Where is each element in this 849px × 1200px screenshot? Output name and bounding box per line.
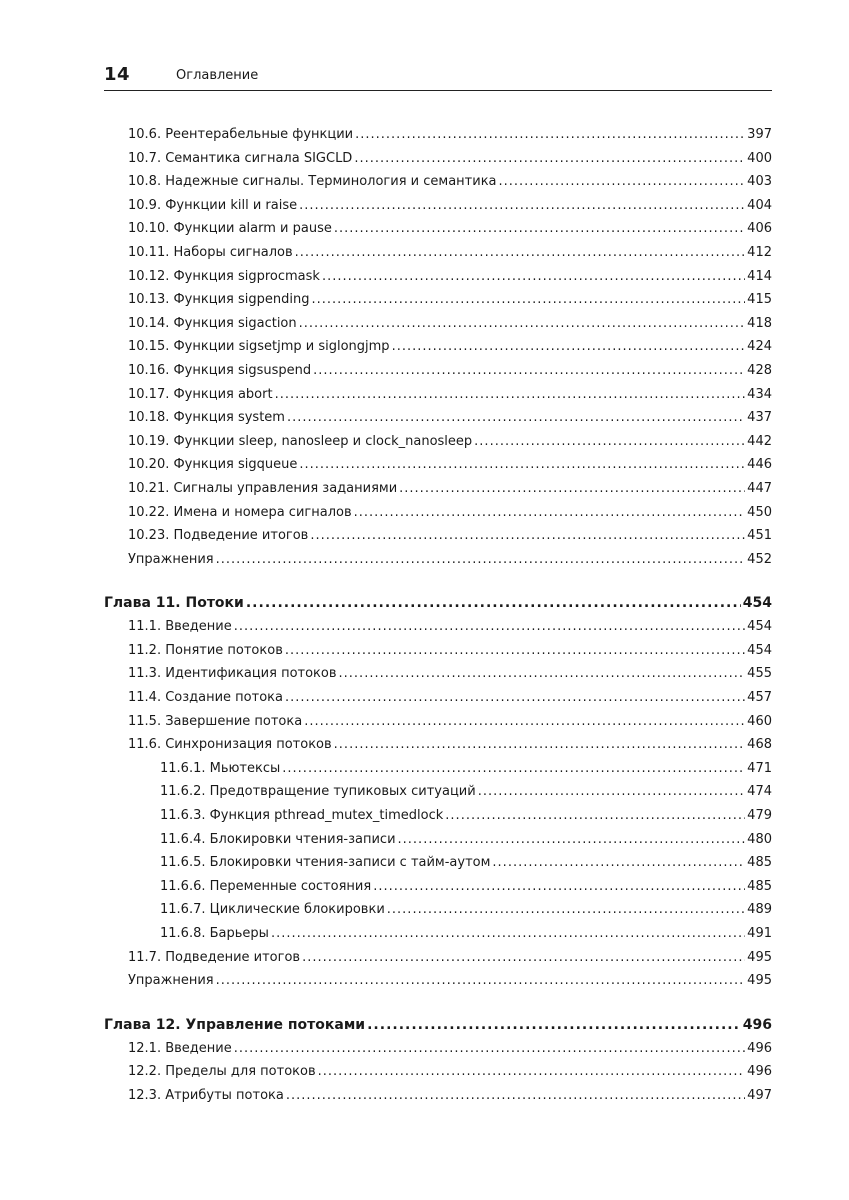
dot-leader bbox=[295, 241, 746, 265]
toc-entry bbox=[104, 757, 772, 781]
toc-entry bbox=[104, 288, 772, 312]
toc-entry-title: 10.13. Функция sigpending bbox=[128, 292, 310, 308]
toc-entry-page: 495 bbox=[747, 949, 772, 965]
toc-entry-page: 446 bbox=[747, 457, 772, 473]
dot-leader bbox=[304, 710, 745, 734]
toc-entry-title: 10.14. Функция sigaction bbox=[128, 315, 297, 331]
dot-leader bbox=[234, 1037, 745, 1061]
toc-entry-page: 485 bbox=[747, 855, 772, 871]
toc-entry-page: 496 bbox=[742, 1016, 772, 1033]
toc-entry-page: 397 bbox=[747, 127, 772, 142]
toc-entry bbox=[104, 453, 772, 477]
toc-entry-title: 11.1. Введение bbox=[128, 619, 232, 635]
toc-entry bbox=[104, 383, 772, 407]
toc-entry-title: 10.12. Функция sigprocmask bbox=[128, 268, 320, 284]
toc-entry bbox=[104, 804, 772, 828]
toc-entry bbox=[104, 686, 772, 710]
dot-leader bbox=[354, 147, 745, 171]
toc-entry-page: 471 bbox=[747, 760, 772, 776]
toc-entry-title: 11.5. Завершение потока bbox=[128, 713, 303, 729]
toc-entry-title: 10.22. Имена и номера сигналов bbox=[128, 504, 352, 520]
dot-leader bbox=[285, 639, 745, 663]
toc-entry-page: 406 bbox=[747, 221, 772, 237]
toc-entry-title: 11.6.5. Блокировки чтения-записи с тайм-аутом bbox=[160, 855, 491, 871]
toc-entry-page: 495 bbox=[747, 973, 772, 989]
dot-leader bbox=[367, 1013, 741, 1037]
toc-entry-title: 11.4. Создание потока bbox=[128, 690, 283, 706]
dot-leader bbox=[216, 969, 746, 993]
toc-entry bbox=[104, 335, 772, 359]
toc-entry-page: 414 bbox=[747, 268, 772, 284]
dot-leader bbox=[287, 406, 745, 430]
toc-entry-title: 10.11. Наборы сигналов bbox=[128, 244, 293, 260]
toc-entry-page: 496 bbox=[747, 1040, 772, 1056]
toc-entry bbox=[104, 524, 772, 548]
toc-entry bbox=[104, 1037, 772, 1061]
toc-entry bbox=[104, 123, 772, 147]
toc-entry bbox=[104, 501, 772, 525]
toc-entry bbox=[104, 194, 772, 218]
toc-entry-title: 11.6.3. Функция pthread_mutex_timedlock bbox=[160, 808, 444, 824]
dot-leader bbox=[216, 548, 746, 572]
dot-leader bbox=[387, 898, 745, 922]
toc-entry-page: 457 bbox=[747, 690, 772, 706]
toc-entry-page: 442 bbox=[747, 433, 772, 449]
dot-leader bbox=[354, 501, 746, 525]
page-number: 14 bbox=[104, 64, 131, 85]
toc-entry-title: 10.17. Функция abort bbox=[128, 386, 273, 402]
toc-entry-page: 437 bbox=[747, 410, 772, 426]
toc-entry bbox=[104, 477, 772, 501]
toc-entry-title: 10.7. Семантика сигнала SIGCLD bbox=[128, 150, 353, 166]
toc-entry-title: 11.2. Понятие потоков bbox=[128, 642, 283, 658]
toc-entry bbox=[104, 1084, 772, 1108]
dot-leader bbox=[398, 828, 746, 852]
dot-leader bbox=[311, 288, 745, 312]
toc-entry-page: 451 bbox=[747, 528, 772, 544]
toc-entry-page: 454 bbox=[742, 595, 772, 612]
toc-entry-title: 10.16. Функция sigsuspend bbox=[128, 362, 312, 378]
dot-leader bbox=[310, 524, 745, 548]
toc-entry bbox=[104, 217, 772, 241]
toc-entry bbox=[104, 639, 772, 663]
dot-leader bbox=[322, 265, 745, 289]
toc-entry-page: 428 bbox=[747, 362, 772, 378]
dot-leader bbox=[299, 312, 746, 336]
dot-leader bbox=[492, 851, 745, 875]
toc-entry-page: 455 bbox=[747, 666, 772, 682]
toc-entry-title: 11.6.6. Переменные состояния bbox=[160, 878, 372, 894]
toc-entry bbox=[104, 147, 772, 171]
toc-entry-page: 480 bbox=[747, 831, 772, 847]
toc-entry-title: 11.6.2. Предотвращение тупиковых ситуаций bbox=[160, 784, 476, 800]
toc-entry-title: 12.3. Атрибуты потока bbox=[128, 1087, 284, 1103]
toc-entry-page: 450 bbox=[747, 504, 772, 520]
toc-chapter-entry bbox=[104, 1013, 772, 1037]
dot-leader bbox=[313, 359, 745, 383]
toc-entry-title: Упражнения bbox=[128, 973, 214, 989]
toc-entry-title: 11.6. Синхронизация потоков bbox=[128, 737, 332, 753]
toc-entry-page: 454 bbox=[747, 619, 772, 635]
toc-entry-title: 10.15. Функции sigsetjmp и siglongjmp bbox=[128, 339, 390, 355]
toc-entry-page: 485 bbox=[747, 878, 772, 894]
toc-entry-title: 10.20. Функция sigqueue bbox=[128, 457, 298, 473]
toc-entry-page: 474 bbox=[747, 784, 772, 800]
dot-leader bbox=[478, 780, 745, 804]
toc-entry bbox=[104, 875, 772, 899]
dot-leader bbox=[399, 477, 745, 501]
toc-entry bbox=[104, 969, 772, 993]
toc-entry-page: 418 bbox=[747, 315, 772, 331]
toc-entry-page: 403 bbox=[747, 174, 772, 190]
dot-leader bbox=[499, 170, 746, 194]
dot-leader bbox=[234, 615, 745, 639]
toc-entry bbox=[104, 359, 772, 383]
toc-entry-title: 11.6.1. Мьютексы bbox=[160, 760, 281, 776]
toc-entry-page: 447 bbox=[747, 480, 772, 496]
dot-leader bbox=[246, 591, 741, 615]
toc-entry bbox=[104, 615, 772, 639]
toc-entry bbox=[104, 710, 772, 734]
toc-entry-page: 434 bbox=[747, 386, 772, 402]
toc-chapter-entry bbox=[104, 591, 772, 615]
toc-entry bbox=[104, 733, 772, 757]
dot-leader bbox=[285, 686, 745, 710]
toc-entry-title: 11.7. Подведение итогов bbox=[128, 949, 301, 965]
toc-entry bbox=[104, 170, 772, 194]
dot-leader bbox=[299, 194, 745, 218]
dot-leader bbox=[392, 335, 746, 359]
toc-entry bbox=[104, 1060, 772, 1084]
dot-leader bbox=[282, 757, 745, 781]
dot-leader bbox=[355, 123, 745, 147]
toc-entry-page: 479 bbox=[747, 808, 772, 824]
dot-leader bbox=[302, 946, 745, 970]
table-of-contents bbox=[104, 123, 772, 1108]
toc-entry-title: Глава 12. Управление потоками bbox=[104, 1016, 366, 1033]
dot-leader bbox=[373, 875, 745, 899]
toc-entry-page: 468 bbox=[747, 737, 772, 753]
toc-entry-title: 10.23. Подведение итогов bbox=[128, 528, 309, 544]
toc-entry-page: 489 bbox=[747, 902, 772, 918]
dot-leader bbox=[299, 453, 745, 477]
dot-leader bbox=[334, 733, 746, 757]
toc-entry-title: 11.6.8. Барьеры bbox=[160, 926, 269, 941]
dot-leader bbox=[271, 922, 745, 946]
dot-leader bbox=[339, 662, 746, 686]
dot-leader bbox=[318, 1060, 746, 1084]
toc-entry-page: 400 bbox=[747, 150, 772, 166]
dot-leader bbox=[334, 217, 745, 241]
toc-entry-title: Упражнения bbox=[128, 551, 214, 567]
toc-entry bbox=[104, 312, 772, 336]
toc-entry-page: 452 bbox=[747, 551, 772, 567]
toc-entry-title: 11.6.4. Блокировки чтения-записи bbox=[160, 831, 396, 847]
toc-entry-page: 424 bbox=[747, 339, 772, 355]
toc-entry-title: 10.18. Функция system bbox=[128, 410, 285, 426]
toc-entry-title: 10.9. Функции kill и raise bbox=[128, 197, 298, 213]
toc-entry-title: 12.1. Введение bbox=[128, 1040, 232, 1056]
toc-entry-title: 11.3. Идентификация потоков bbox=[128, 666, 337, 682]
toc-entry bbox=[104, 946, 772, 970]
toc-entry-title: 10.19. Функции sleep, nanosleep и clock_nanosleep bbox=[128, 433, 473, 449]
toc-entry-title: Глава 11. Потоки bbox=[104, 595, 244, 612]
page-header bbox=[104, 64, 772, 91]
toc-entry bbox=[104, 898, 772, 922]
dot-leader bbox=[474, 430, 745, 454]
toc-entry bbox=[104, 851, 772, 875]
toc-entry-page: 460 bbox=[747, 713, 772, 729]
toc-entry-page: 404 bbox=[747, 197, 772, 213]
toc-entry bbox=[104, 828, 772, 852]
toc-entry-page: 497 bbox=[747, 1087, 772, 1103]
toc-entry-title: 10.21. Сигналы управления заданиями bbox=[128, 480, 398, 496]
toc-entry bbox=[104, 241, 772, 265]
toc-entry bbox=[104, 406, 772, 430]
dot-leader bbox=[286, 1084, 745, 1108]
dot-leader bbox=[275, 383, 746, 407]
toc-entry-title: 11.6.7. Циклические блокировки bbox=[160, 902, 385, 918]
toc-entry-page: 454 bbox=[747, 642, 772, 658]
toc-entry bbox=[104, 922, 772, 946]
dot-leader bbox=[445, 804, 745, 828]
toc-entry bbox=[104, 662, 772, 686]
toc-entry-page: 415 bbox=[747, 292, 772, 308]
toc-entry-title: 12.2. Пределы для потоков bbox=[128, 1064, 316, 1080]
running-title: Оглавление bbox=[176, 68, 259, 83]
toc-entry bbox=[104, 780, 772, 804]
toc-entry bbox=[104, 548, 772, 572]
toc-entry-page: 496 bbox=[747, 1064, 772, 1080]
toc-entry bbox=[104, 430, 772, 454]
toc-entry-title: 10.10. Функции alarm и pause bbox=[128, 221, 332, 237]
toc-entry-page: 491 bbox=[747, 926, 772, 941]
toc-entry bbox=[104, 265, 772, 289]
toc-entry-title: 10.8. Надежные сигналы. Терминология и семантика bbox=[128, 174, 497, 190]
toc-entry-page: 412 bbox=[747, 244, 772, 260]
toc-entry-title: 10.6. Реентерабельные функции bbox=[128, 127, 354, 142]
